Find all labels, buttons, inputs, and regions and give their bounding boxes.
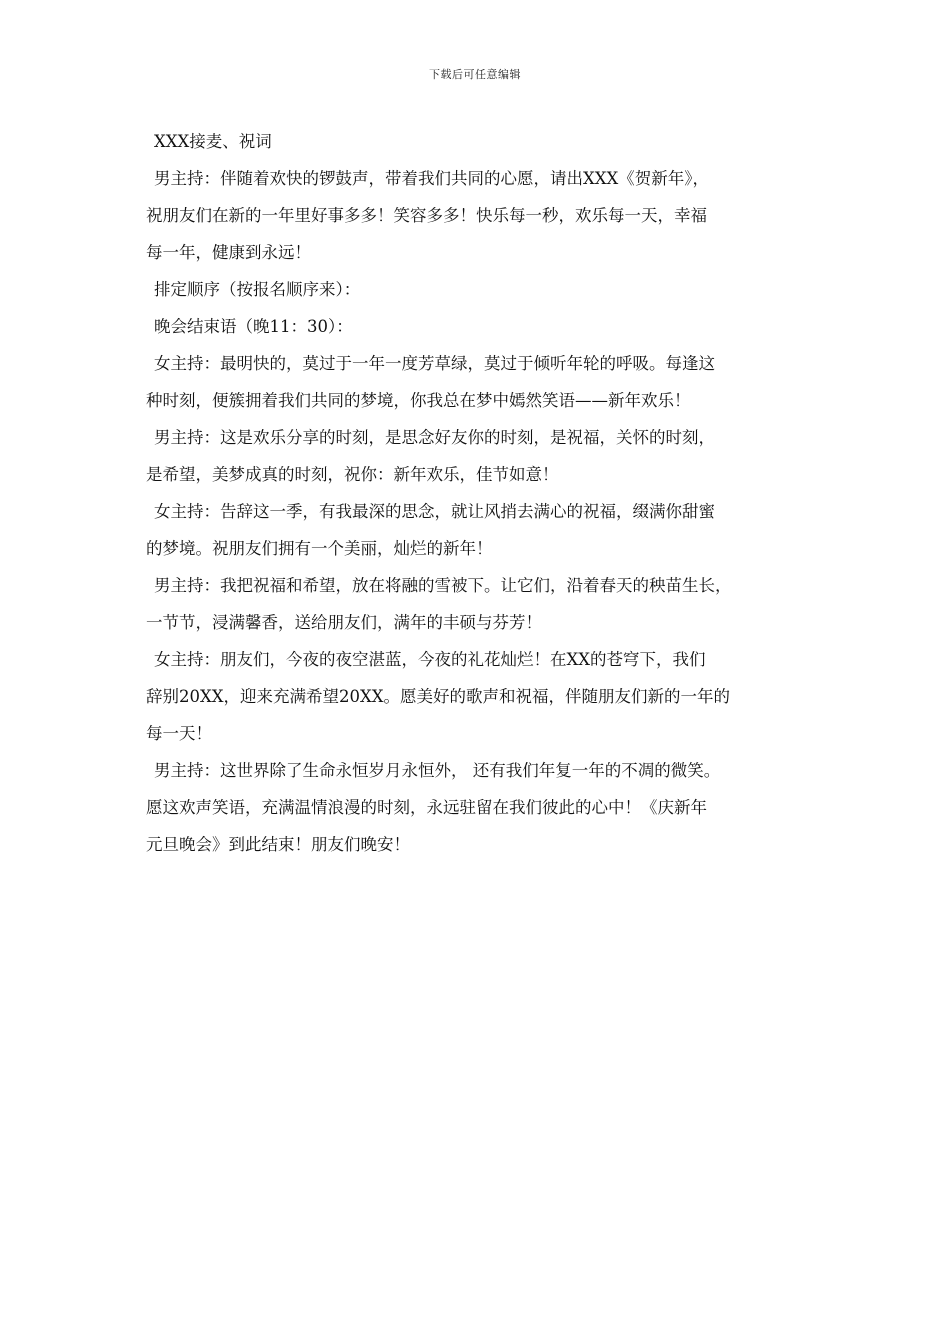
paragraph-line: 男主持：我把祝福和希望，放在将融的雪被下。让它们，沿着春天的秧苗生长， (154, 576, 732, 595)
paragraph-line: 每一天！ (146, 724, 212, 743)
paragraph-line: 男主持：伴随着欢快的锣鼓声，带着我们共同的心愿，请出XXX《贺新年》， (154, 169, 709, 188)
paragraph-line: 每一年，健康到永远！ (146, 243, 311, 262)
paragraph-line: 女主持：最明快的，莫过于一年一度芳草绿，莫过于倾听年轮的呼吸。每逢这 (154, 354, 715, 373)
paragraph-line: 种时刻，便簇拥着我们共同的梦境，你我总在梦中嫣然笑语——新年欢乐！ (146, 391, 691, 410)
paragraph-line: 祝朋友们在新的一年里好事多多！笑容多多！快乐每一秒，欢乐每一天，幸福 (146, 206, 707, 225)
paragraph-line: 排定顺序（按报名顺序来）： (154, 280, 361, 299)
paragraph-line: 是希望，美梦成真的时刻，祝你：新年欢乐，佳节如意！ (146, 465, 559, 484)
paragraph-line: 女主持：朋友们，今夜的夜空湛蓝，今夜的礼花灿烂！在XX的苍穹下，我们 (154, 650, 706, 669)
paragraph-line: 男主持：这是欢乐分享的时刻，是思念好友你的时刻，是祝福，关怀的时刻， (154, 428, 715, 447)
page-header: 下载后可任意编辑 (429, 68, 521, 81)
paragraph-line: 愿这欢声笑语，充满温情浪漫的时刻，永远驻留在我们彼此的心中！《庆新年 (146, 798, 707, 817)
document-body (146, 123, 818, 863)
paragraph-line: 元旦晚会》到此结束！朋友们晚安！ (146, 835, 410, 854)
paragraph-line: 辞别20XX，迎来充满希望20XX。愿美好的歌声和祝福，伴随朋友们新的一年的 (146, 687, 730, 706)
paragraph-line: 一节节，浸满馨香，送给朋友们，满年的丰硕与芬芳！ (146, 613, 542, 632)
paragraph-line: XXX接麦、祝词 (154, 132, 272, 151)
paragraph-line: 男主持：这世界除了生命永恒岁月永恒外， 还有我们年复一年的不凋的微笑。 (154, 761, 721, 780)
paragraph-line: 女主持：告辞这一季，有我最深的思念，就让风捎去满心的祝福，缀满你甜蜜 (154, 502, 715, 521)
paragraph-line: 的梦境。祝朋友们拥有一个美丽，灿烂的新年！ (146, 539, 493, 558)
paragraph-line: 晚会结束语（晚11：30）： (154, 317, 353, 336)
